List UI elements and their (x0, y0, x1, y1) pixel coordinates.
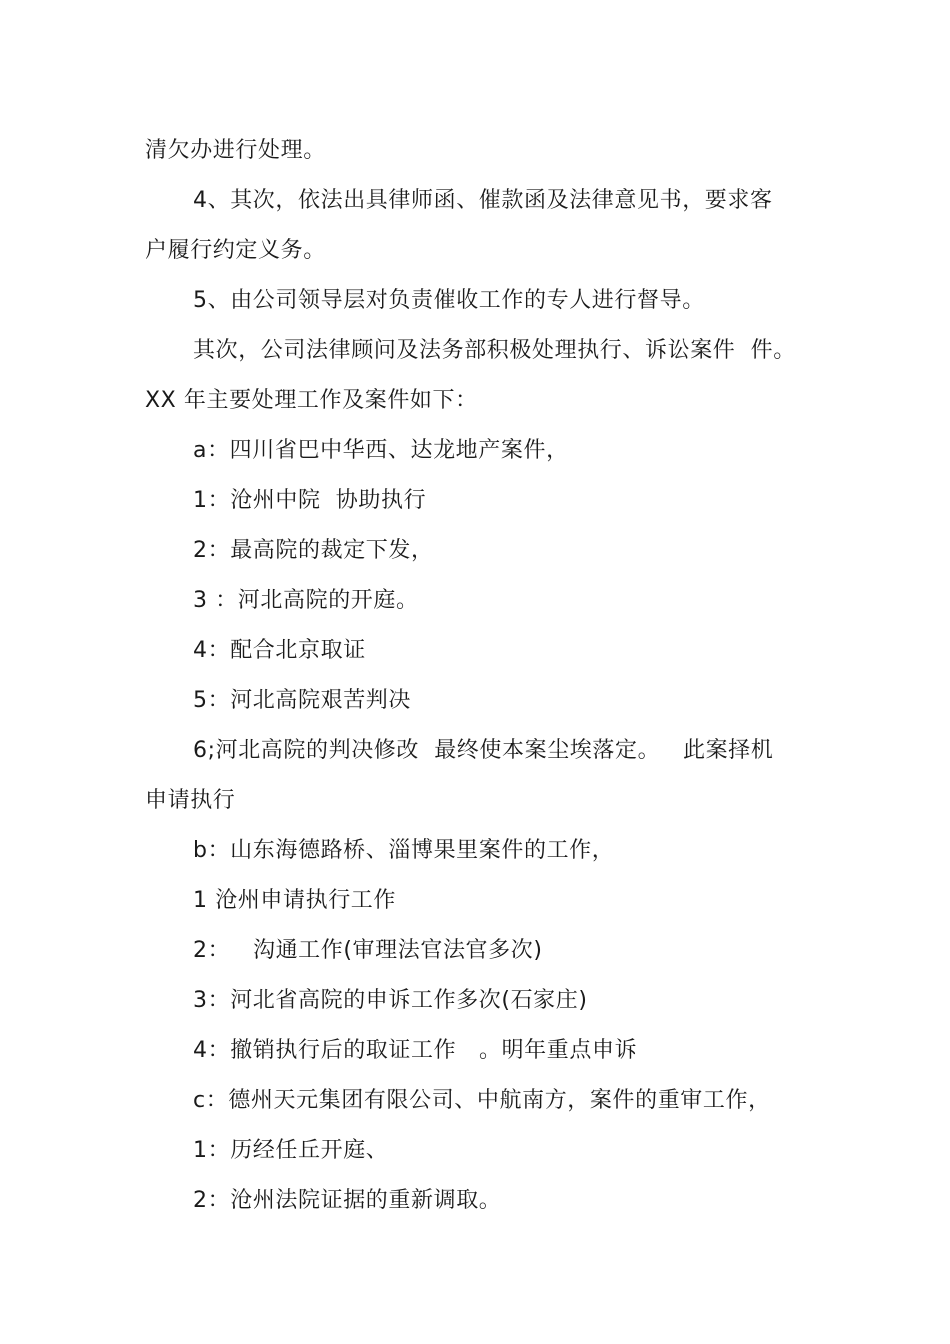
text-line: 户履行约定义务。 (145, 238, 326, 263)
text-line: b：山东海德路桥、淄博果里案件的工作， (193, 838, 615, 863)
text-line: 5、由公司领导层对负责催收工作的专人进行督导。 (193, 288, 705, 313)
text-line: 3 ：河北高院的开庭。 (193, 588, 419, 613)
text-line: 1：历经任丘开庭、 (193, 1138, 389, 1163)
text-line: 其次，公司法律顾问及法务部积极处理执行、诉讼案件 件。 (193, 338, 796, 363)
text-line: 2：沧州法院证据的重新调取。 (193, 1188, 502, 1213)
text-line: XX 年主要处理工作及案件如下： (145, 388, 478, 413)
text-line: 2：最高院的裁定下发， (193, 538, 434, 563)
text-line: 6;河北高院的判决修改 最终使本案尘埃落定。 此案择机 (193, 738, 774, 763)
text-line: 4、其次，依法出具律师函、催款函及法律意见书，要求客 (193, 188, 773, 213)
text-line: 4：配合北京取证 (193, 638, 366, 663)
text-line: 1 沧州申请执行工作 (193, 888, 396, 913)
text-line: 清欠办进行处理。 (145, 138, 326, 163)
text-line: 4：撤销执行后的取证工作 。明年重点申诉 (193, 1038, 638, 1063)
text-line: 申请执行 (145, 788, 236, 813)
text-line: 1：沧州中院 协助执行 (193, 488, 427, 513)
text-line: 3：河北省高院的申诉工作多次(石家庄) (193, 988, 588, 1013)
text-line: a：四川省巴中华西、达龙地产案件， (193, 438, 569, 463)
text-line: c：德州天元集团有限公司、中航南方，案件的重审工作， (193, 1088, 771, 1113)
text-line: 2： 沟通工作(审理法官法官多次) (193, 938, 543, 963)
text-line: 5：河北高院艰苦判决 (193, 688, 411, 713)
